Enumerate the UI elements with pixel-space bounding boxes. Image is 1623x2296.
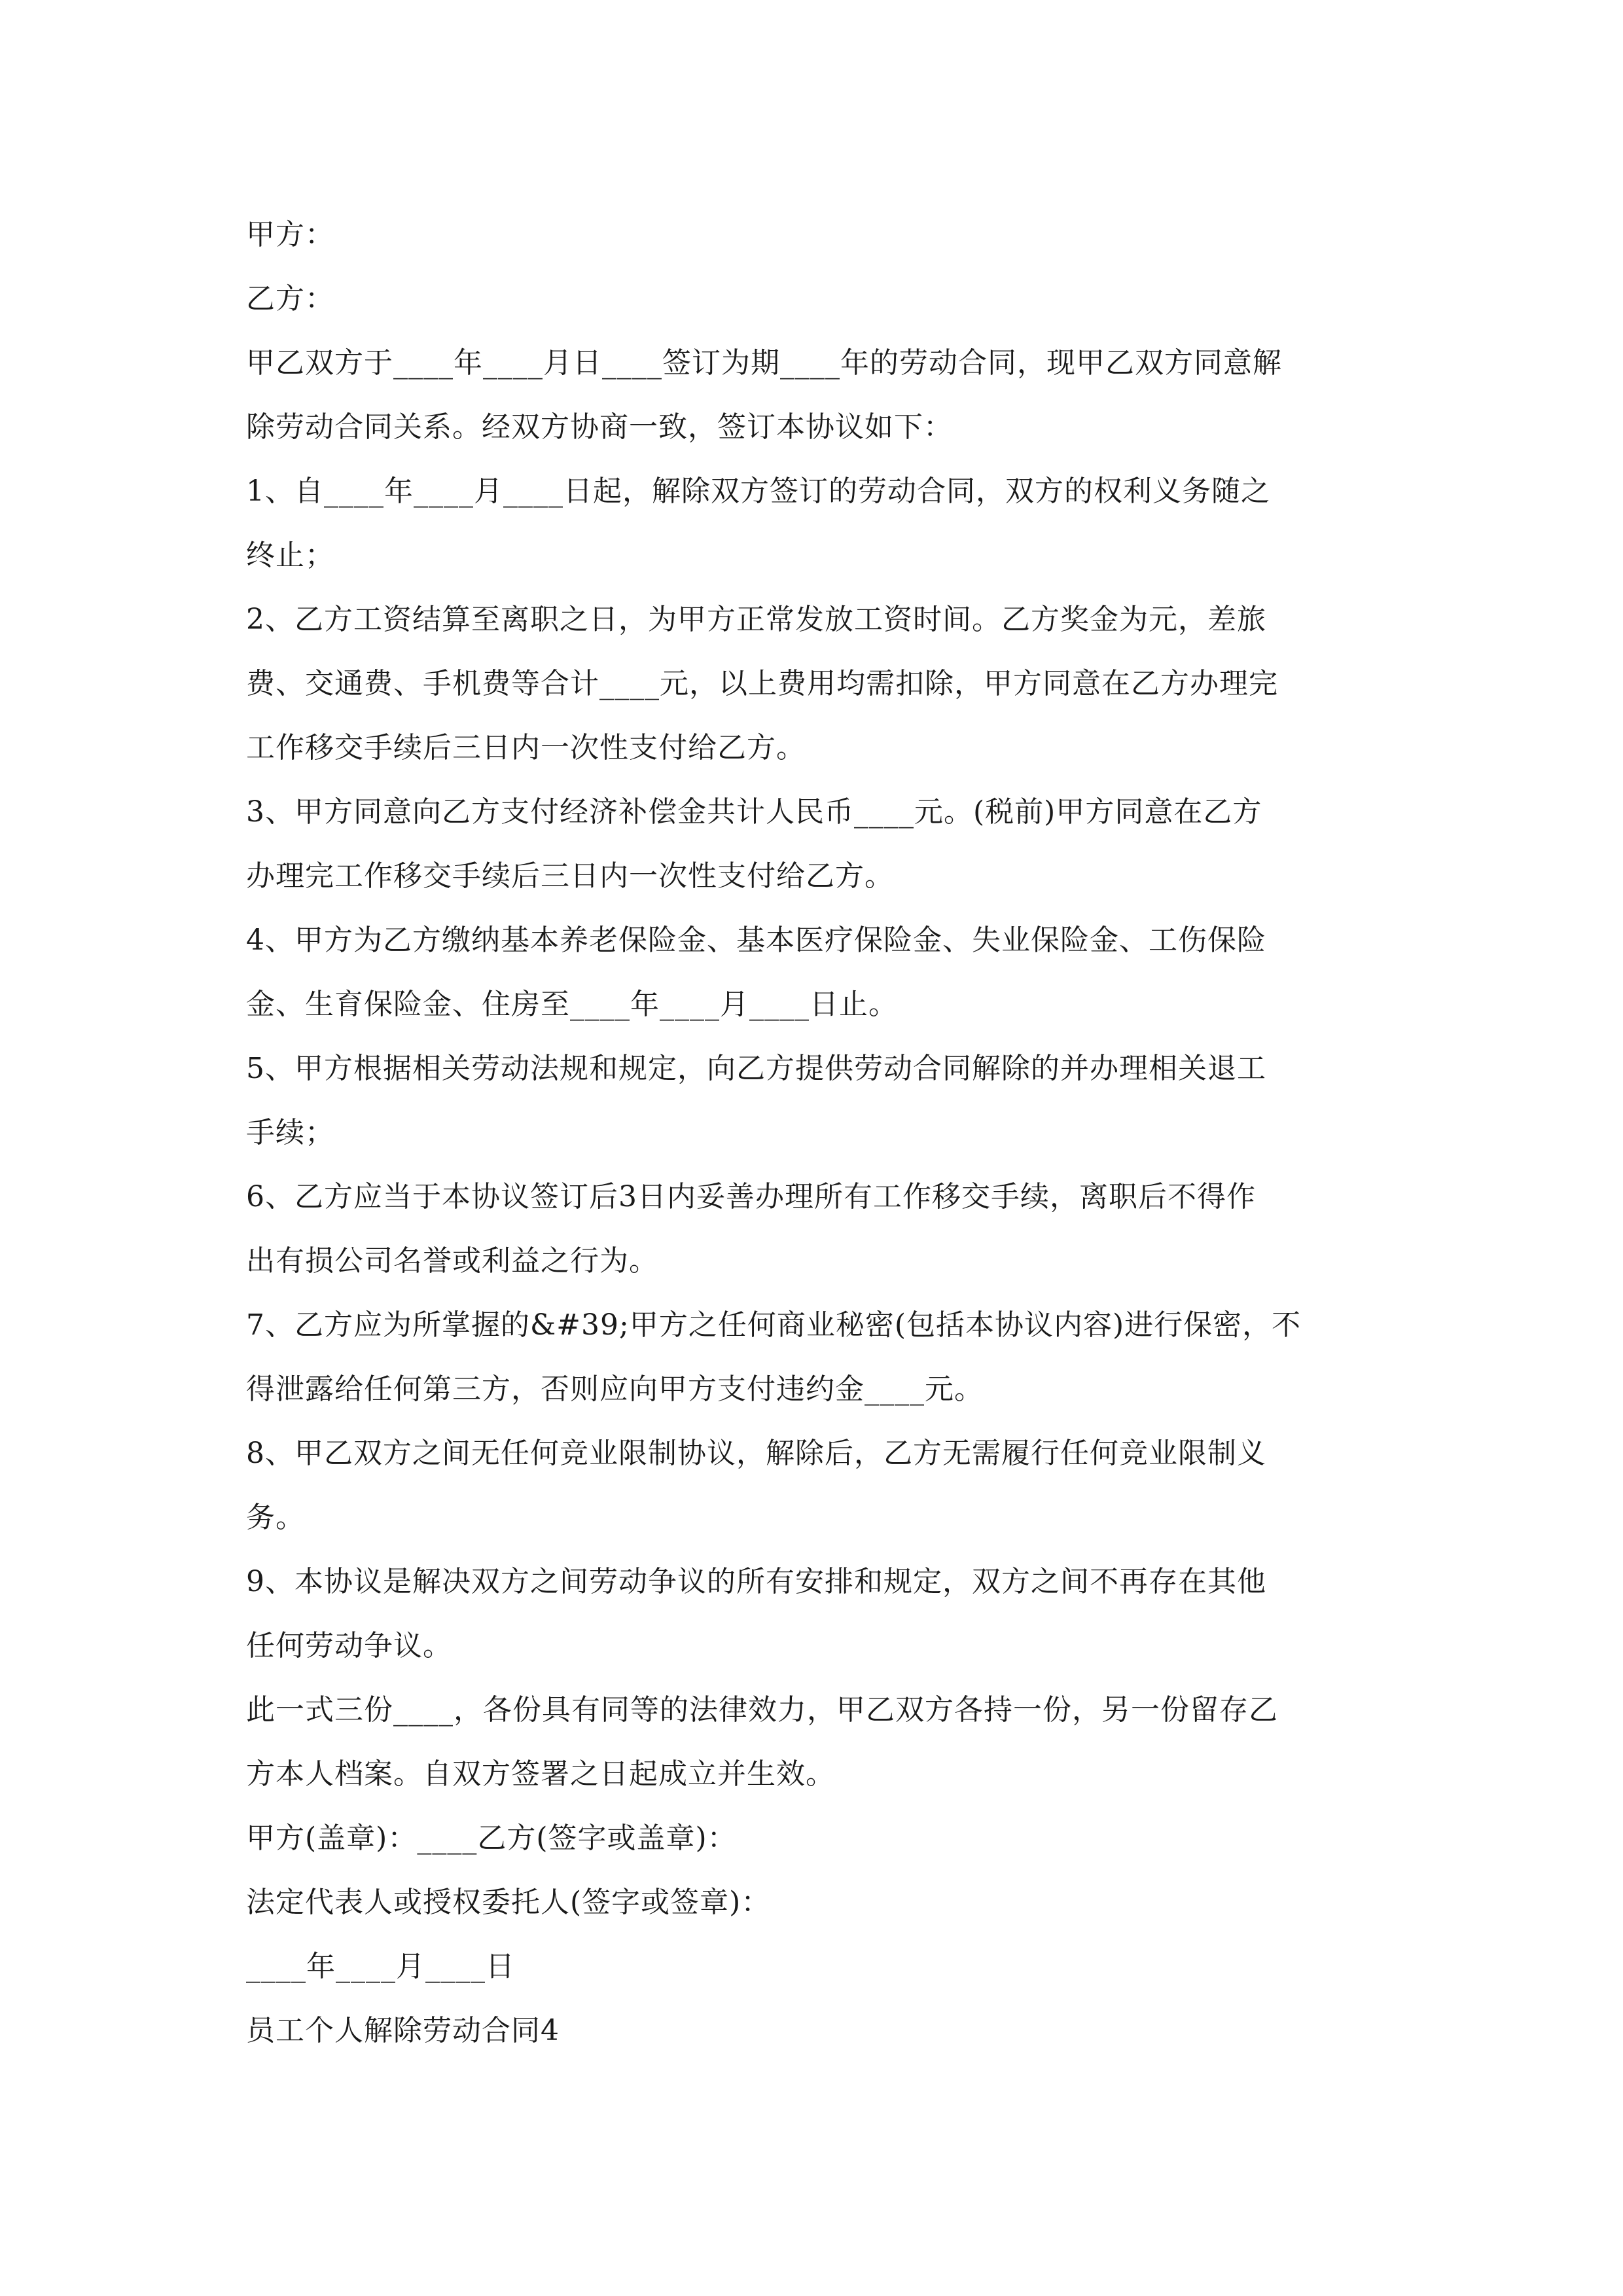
party-a-label: 甲方： [246, 218, 334, 251]
clause-2-line-2: 费、交通费、手机费等合计____元，以上费用均需扣除，甲方同意在乙方办理完 [246, 667, 1278, 700]
clause-2-line-3: 工作移交手续后三日内一次性支付给乙方。 [246, 731, 806, 764]
clause-5-line-2: 手续； [246, 1116, 334, 1149]
clause-7-line-2: 得泄露给任何第三方，否则应向甲方支付违约金____元。 [246, 1372, 984, 1406]
clause-2-line-1: 2、乙方工资结算至离职之日，为甲方正常发放工资时间。乙方奖金为元，差旅 [246, 603, 1266, 636]
copies-line-2: 方本人档案。自双方签署之日起成立并生效。 [246, 1757, 835, 1791]
clause-8-line-2: 务。 [246, 1501, 305, 1534]
clause-5-line-1: 5、甲方根据相关劳动法规和规定，向乙方提供劳动合同解除的并办理相关退工 [246, 1052, 1266, 1085]
copies-line-1: 此一式三份____，各份具有同等的法律效力，甲乙双方各持一份，另一份留存乙 [246, 1693, 1278, 1727]
clause-1-line-1: 1、自____年____月____日起，解除双方签订的劳动合同，双方的权利义务随之 [246, 475, 1270, 508]
intro-line-1: 甲乙双方于____年____月日____签订为期____年的劳动合同，现甲乙双方同意解 [246, 346, 1282, 380]
clause-3-line-2: 办理完工作移交手续后三日内一次性支付给乙方。 [246, 859, 894, 893]
legal-representative-line: 法定代表人或授权委托人(签字或签章)： [246, 1886, 771, 1919]
clause-1-line-2: 终止； [246, 539, 334, 572]
clause-3-line-1: 3、甲方同意向乙方支付经济补偿金共计人民币____元。(税前)甲方同意在乙方 [246, 795, 1262, 829]
clause-8-line-1: 8、甲乙双方之间无任何竞业限制协议，解除后，乙方无需履行任何竞业限制义 [246, 1437, 1266, 1470]
signature-date-line: ____年____月____日 [246, 1950, 515, 1983]
clause-6-line-2: 出有损公司名誉或利益之行为。 [246, 1244, 658, 1278]
clause-4-line-1: 4、甲方为乙方缴纳基本养老保险金、基本医疗保险金、失业保险金、工伤保险 [246, 924, 1266, 957]
clause-9-line-2: 任何劳动争议。 [246, 1629, 452, 1662]
clause-7-line-1: 7、乙方应为所掌握的&#39;甲方之任何商业秘密(包括本协议内容)进行保密，不 [246, 1308, 1302, 1342]
party-b-label: 乙方： [246, 282, 334, 315]
document-body [246, 203, 1378, 2063]
clause-9-line-1: 9、本协议是解决双方之间劳动争议的所有安排和规定，双方之间不再存在其他 [246, 1565, 1266, 1598]
intro-line-2: 除劳动合同关系。经双方协商一致，签订本协议如下： [246, 410, 953, 444]
clause-6-line-1: 6、乙方应当于本协议签订后3日内妥善办理所有工作移交手续，离职后不得作 [246, 1180, 1256, 1213]
signature-parties-line: 甲方(盖章)：____乙方(签字或盖章)： [246, 1821, 737, 1855]
next-section-title: 员工个人解除劳动合同4 [246, 2014, 560, 2047]
clause-4-line-2: 金、生育保险金、住房至____年____月____日止。 [246, 988, 898, 1021]
